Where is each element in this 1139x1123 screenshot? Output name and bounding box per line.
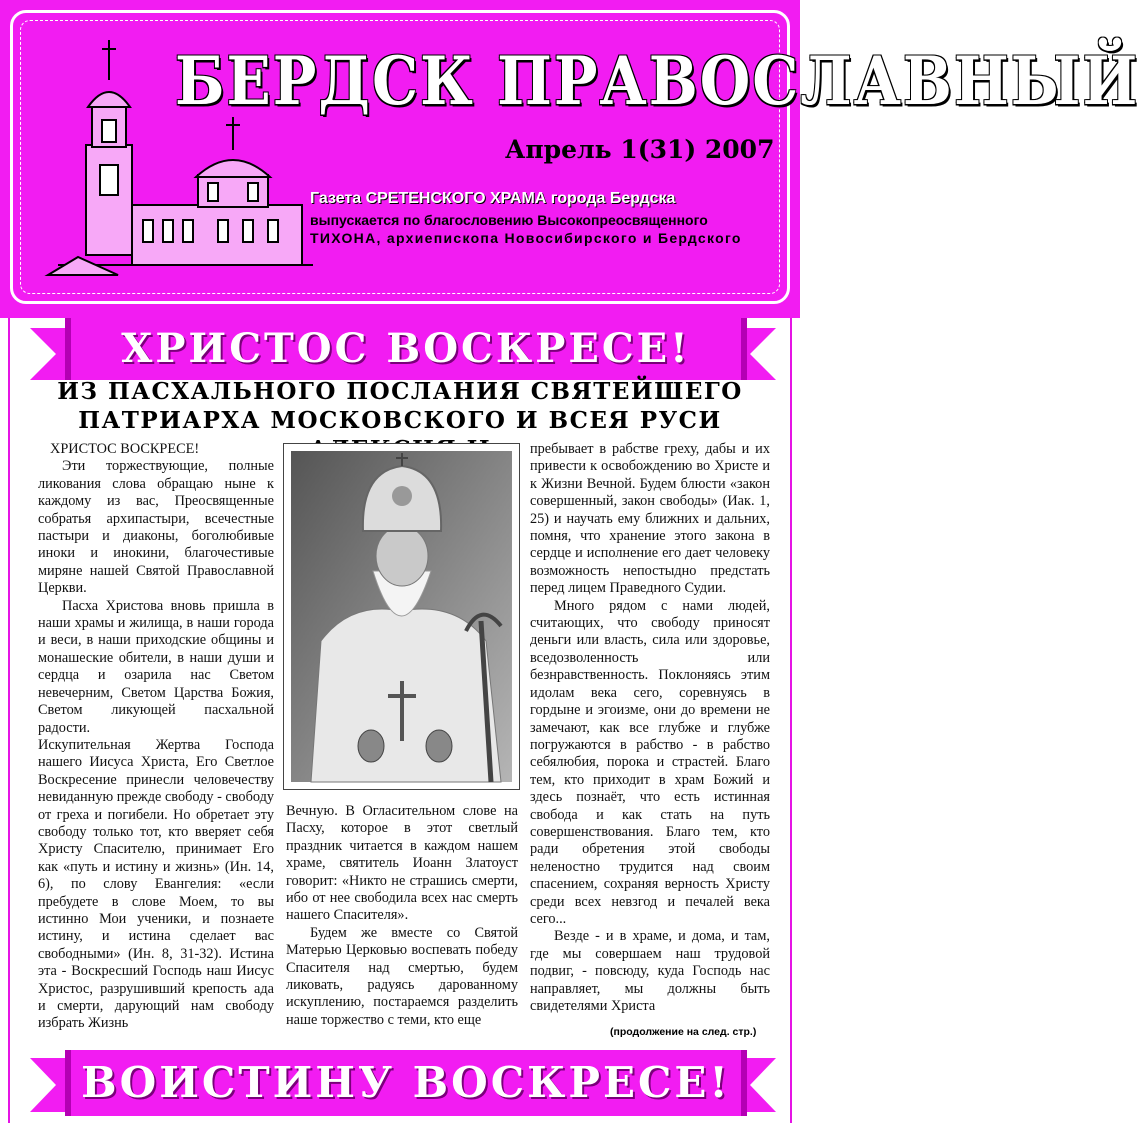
continued-on-next-page: (продолжение на след. стр.) — [610, 1026, 757, 1038]
article-column-1 — [38, 441, 274, 1033]
page-border-left — [8, 318, 10, 1123]
ribbon-tail-left — [30, 1058, 66, 1112]
greeting-paragraph: ХРИСТОС ВОСКРЕСЕ! — [50, 441, 200, 457]
paragraph: Вечную. В Огласительном слове на Пасху, которое в этот светлый праздник читается в каждом нашем храме, святитель Иоанн Златоуст говорит: «Никто не страшись смерти, ибо от нее свободила всех нас смерть нашего Спасителя». — [286, 803, 518, 924]
banner-truly-risen: ВОИСТИНУ ВОСКРЕСЕ! — [65, 1050, 747, 1116]
paragraph: Пасха Христова вновь пришла в наши храмы и жилища, в наши города и веси, в наши приходские общины и монашеские обители, в наши души и сердца и озарила нас Светом невечерним, Светом Царства Божия, Светом ликующей пасхальной радости. — [38, 597, 274, 736]
patriarch-photo — [291, 451, 512, 782]
masthead — [0, 0, 1139, 318]
patriarch-figure-icon — [291, 451, 512, 782]
paragraph: Везде - и в храме, и дома, и там, где мы совершаем наш трудовой подвиг, - повсюду, куда Господь нас направляет, мы должны быть свидетелями Христа — [530, 928, 770, 1014]
page-border-right — [790, 318, 792, 1123]
description-line-3: ТИХОНА, архиепископа Новосибирского и Бердского — [310, 230, 742, 246]
article-column-3 — [530, 441, 770, 1015]
banner-christ-is-risen: ХРИСТОС ВОСКРЕСЕ! — [65, 318, 747, 380]
headline-line-2: ПАТРИАРХА МОСКОВСКОГО И ВСЕЯ РУСИ — [78, 407, 722, 434]
ribbon-tail-left — [30, 328, 66, 380]
article-column-2 — [286, 803, 518, 1029]
patriarch-photo-frame — [283, 443, 520, 790]
description-line-1: Газета СРЕТЕНСКОГО ХРАМА города Бердска — [310, 190, 676, 207]
headline-line-1: ИЗ ПАСХАЛЬНОГО ПОСЛАНИЯ СВЯТЕЙШЕГО — [57, 378, 743, 405]
issue-date: Апрель 1(31) 2007 — [505, 135, 775, 164]
description-line-2: выпускается по благословению Высокопреосвященного — [310, 212, 708, 228]
paragraph: Будем же вместе со Святой Матерью Церковью воспевать победу Спасителя над смертью, будем ликовать, радуясь дарованному искуплению, постараемся разделить наше торжество с теми, кто еще — [286, 924, 518, 1028]
masthead-description — [310, 190, 770, 247]
paragraph: Много рядом с нами людей, считающих, что свободу приносят деньги или власть, сила или здоровье, вседозволенность или безнравственность. Поклоняясь этим идолам века сего, соревнуясь в гордыне и эгоизме, они до времени не замечают, как все глубже и глубже погружаются в рабство - в рабство себялюбия, порока и страстей. Благо тем, кто приходит в храм Божий и здесь познаёт, что есть истинная свобода и как стать на путь совершенствования. Благо тем, кто ради обретения этой свободы неленостно трудится над своим спасением, сохраняя верность Христу среди всех невзгод и печалей века сего... — [530, 597, 770, 927]
newspaper-title: БЕРДСК ПРАВОСЛАВНЫЙ — [175, 42, 1139, 121]
paragraph: Эти торжествующие, полные ликования слова обращаю ныне к каждому из вас, Преосвященные собратья архипастыри, всечестные пастыри и диаконы, боголюбивые иноки и инокини, благочестивые миряне нашей Святой Православной Церкви. — [38, 458, 274, 597]
paragraph: Искупительная Жертва Господа нашего Иисуса Христа, Его Светлое Воскресение принесли человечеству невиданную прежде свободу - свободу от греха и погибели. Но обретает эту свободу только тот, кто вверяет себя Христу Спасителю, принимает Его как «путь и истину и жизнь» (Ин. 14, 6), по слову Евангелия: «если пребудете в слове Моем, то вы истинно Мои ученики, и познаете истину, и истина сделает вас свободными» (Ин. 8, 31-32). Истина эта - Воскресший Господь наш Иисус Христос, разрушивший крепость ада и смерти, дарующий нам свободу избрать Жизнь — [38, 736, 275, 1032]
paragraph: пребывает в рабстве греху, дабы и их привести к освобождению во Христе и к Жизни Вечной. Будем блюсти «закон совершенный, закон свободы» (Иак. 1, 25) и научать ему ближних и дальних, помня, что хранение этого закона в сердце и исполнение его дает человеку возможность непостыдно предстать перед лицем Праведного Судии. — [530, 441, 770, 597]
